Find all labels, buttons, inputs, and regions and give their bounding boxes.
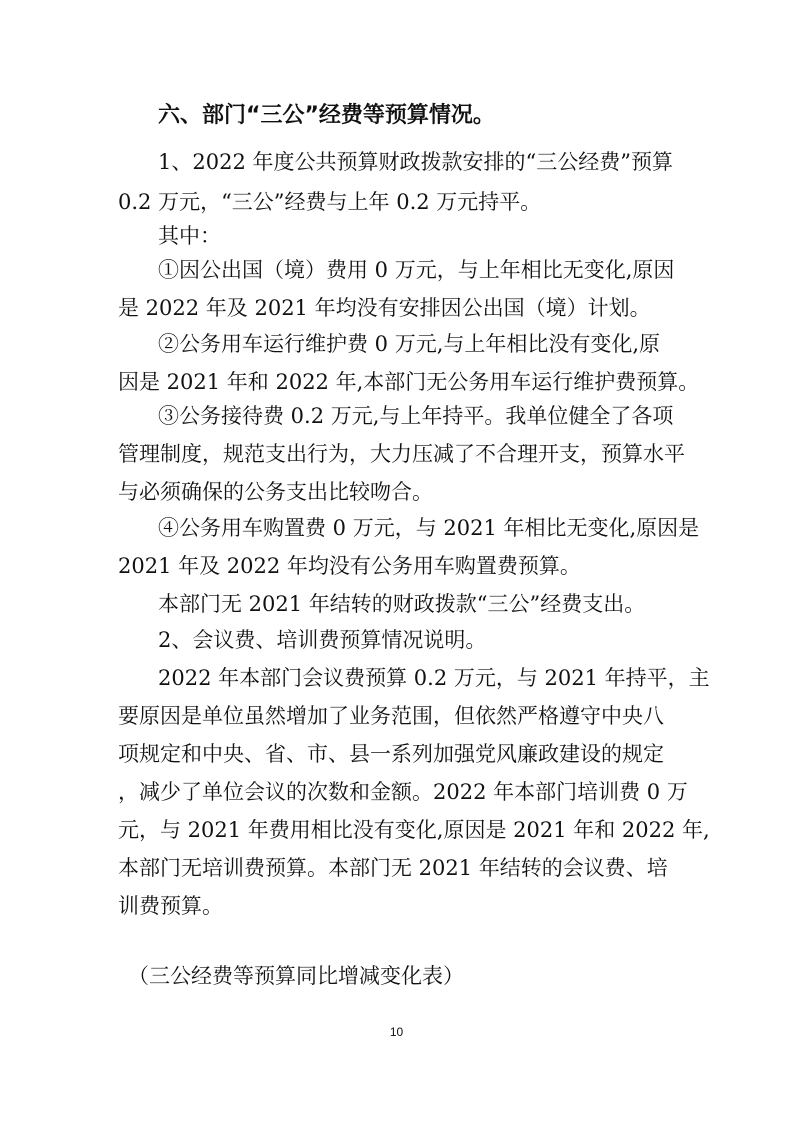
paragraph-line: 要原因是单位虽然增加了业务范围，但依然严格遵守中央八	[118, 704, 664, 728]
paragraph-line: 管理制度，规范支出行为，大力压减了不合理开支，预算水平	[118, 442, 685, 466]
paragraph-line: 2021 年及 2022 年均没有公务用车购置费预算。	[118, 554, 581, 578]
paragraph-line: 1、2022 年度公共预算财政拨款安排的“三公经费”预算	[158, 150, 673, 174]
paragraph-line: ，减少了单位会议的次数和金额。2022 年本部门培训费 0 万	[118, 780, 688, 804]
page-number: 10	[389, 1025, 404, 1039]
paragraph-line: ④公务用车购置费 0 万元，与 2021 年相比无变化,原因是	[158, 516, 700, 540]
paragraph-line: 因是 2021 年和 2022 年,本部门无公务用车运行维护费预算。	[118, 370, 700, 394]
paragraph-line: 训费预算。	[118, 894, 223, 918]
paragraph-line: ③公务接待费 0.2 万元,与上年持平。我单位健全了各项	[158, 404, 674, 428]
paragraph-line: 0.2 万元，“三公”经费与上年 0.2 万元持平。	[118, 190, 542, 214]
paragraph-line: 是 2022 年及 2021 年均没有安排因公出国（境）计划。	[118, 296, 651, 320]
paragraph-line: 元，与 2021 年费用相比没有变化,原因是 2021 年和 2022 年,	[118, 818, 710, 842]
paragraph-line: 本部门无 2021 年结转的财政拨款“三公”经费支出。	[158, 592, 646, 616]
paragraph-line: ①因公出国（境）费用 0 万元，与上年相比无变化,原因	[158, 258, 675, 282]
paragraph-line: 2022 年本部门会议费预算 0.2 万元，与 2021 年持平，主	[158, 666, 710, 690]
paragraph-line: 本部门无培训费预算。本部门无 2021 年结转的会议费、培	[118, 856, 668, 880]
paragraph-line: 其中：	[158, 224, 221, 248]
table-caption: （三公经费等预算同比增减变化表）	[128, 964, 464, 988]
paragraph-line: 2、会议费、培训费预算情况说明。	[158, 628, 487, 652]
paragraph-line: ②公务用车运行维护费 0 万元,与上年相比没有变化,原	[158, 332, 661, 356]
paragraph-line: 项规定和中央、省、市、县一系列加强党风廉政建设的规定	[118, 742, 664, 766]
paragraph-line: 与必须确保的公务支出比较吻合。	[118, 480, 433, 504]
section-heading: 六、部门“三公”经费等预算情况。	[158, 103, 495, 128]
